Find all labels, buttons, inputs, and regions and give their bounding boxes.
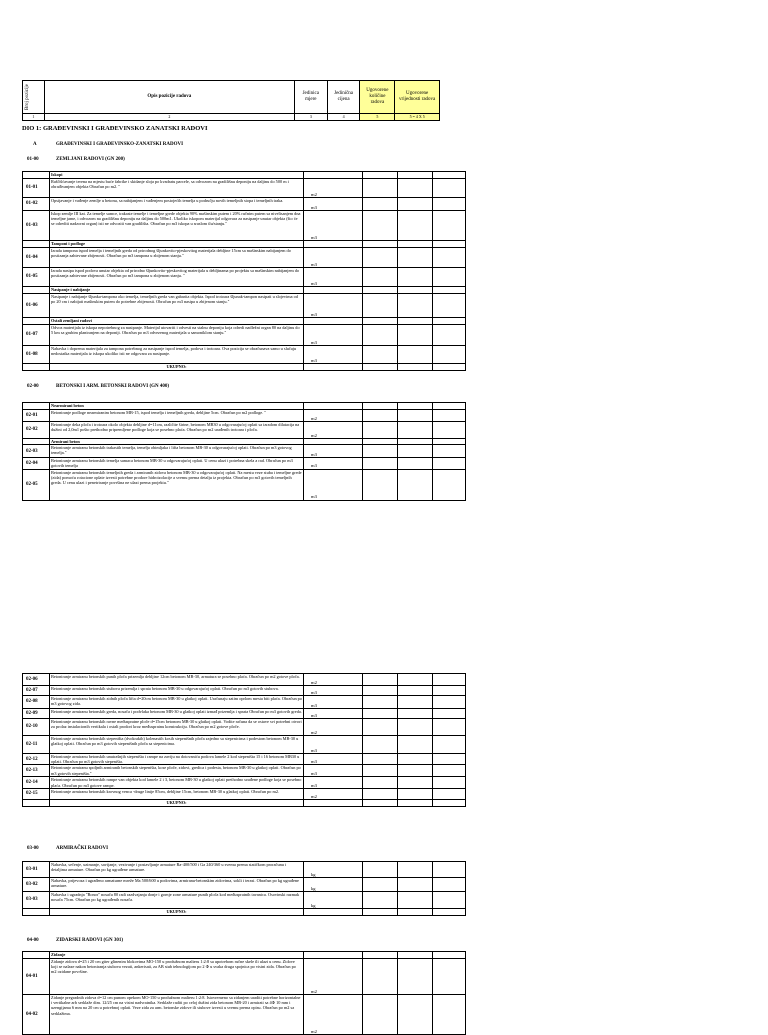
item-description: Iskopi [50, 172, 304, 179]
col-num-4: 4 [327, 114, 360, 121]
item-row [23, 268, 466, 287]
total-cell [363, 909, 398, 916]
item-description: Zidanje pregradnih zidova d=12 cm punom opekom MO-150 u produžnom malteru 1:2:8. Istovremeno sa zidanjem uraditi potrebne horizontalne i vertikalne arb serklaže dim. 12/25 cm na visini nadvratnika. Serklaže raditi po celoj dužini zida betonom MB-20 i armirati sa 4Ф 10 mm i uzengijama 6 mm na 20 cm u potrebnoj oplati. Veze zida za arm. betonske zidove ili stubove izvesti u svemu prema opisu. Obračun po m2 sa serklažima. [50, 995, 304, 1035]
item-price [398, 959, 433, 995]
item-quantity [363, 754, 398, 765]
item-row [23, 179, 466, 198]
item-value [433, 777, 466, 788]
items-table-zidarski [22, 951, 466, 1035]
item-description: Betoniranje armiranu betonskih greda, nosača i podvlaka betonom MB-30 u glatkoj oplati izmađ prizemlja i sprata Obračun po m3 gotovih greda. [50, 709, 304, 719]
section-code: 04-00 [27, 938, 39, 943]
item-unit: m3 [304, 458, 363, 469]
item-code: 03-01 [23, 862, 50, 878]
item-value [433, 458, 466, 469]
item-price [398, 403, 433, 410]
item-row [23, 294, 466, 318]
item-quantity [363, 995, 398, 1035]
item-row [23, 198, 466, 211]
item-row [23, 410, 466, 422]
item-description: Nabavka, sečenje, uzimanje, savijanje, vezivanje i postavljanje armature Ra-400/500 i Ga 240/360 u svemu prema statičkom proračunu i detaljima armature. Obračun po kg ugrađene armature. [50, 862, 304, 878]
item-unit: m3 [304, 325, 363, 346]
item-unit: m3 [304, 777, 363, 788]
item-row [23, 862, 466, 878]
item-quantity [363, 458, 398, 469]
item-code: 03-03 [23, 892, 50, 909]
item-unit: m2 [304, 995, 363, 1035]
item-description: Zidanje zidova d=25 i 20 cm giter glinenim blokovima MO-150 u produžnom malteru 1:2:8 sa upotrebom ručne skele ili ulazi u cenu. Zidove koji se nalaze nakon betoniranja stubova vezati, ankerisati, za AB stub tehnologijom po 2 Ф u svaka druga spojnica po visini zida. Obračun po m2 ozidane površine. [50, 959, 304, 995]
item-unit [304, 172, 363, 179]
item-price [398, 458, 433, 469]
col-num-6: 5 = 4 X 5 [395, 114, 440, 121]
items-table-betonski-cont [22, 673, 466, 807]
item-code: 01-06 [23, 294, 50, 318]
item-row [23, 445, 466, 458]
total-cell [398, 909, 433, 916]
item-description: Betoniranje armiranu betonskih krovnog venca -druge linije 85cm, debljine 15cm, betonom MB-30 u glatkoj oplati. Obračun po m2. [50, 788, 304, 799]
group-row [23, 318, 466, 325]
item-unit: m3 [304, 696, 363, 709]
item-description: Betoniranje armiranu betonskih rampe van objekta kod lamele 2 i 3, betonom MB-30 u glatkoj oplati prethodno urađene podloge koja se posebno plaća. Obračun po m3 gotove rampe. [50, 777, 304, 788]
item-description: Betoniranje armiranu spoljnih armiranih betonskih stepeništa, kose ploče, zidovi, gredica i podesta, betonom MB-30 u glatkoj oplati. Obračun po m3 gotovih stepeništa." [50, 765, 304, 777]
section-code: 01-00 [27, 157, 39, 162]
item-code: 04-02 [23, 995, 50, 1035]
item-code: 02-04 [23, 458, 50, 469]
item-code: 04-01 [23, 959, 50, 995]
item-unit: m3 [304, 346, 363, 364]
total-cell [363, 364, 398, 371]
item-quantity [363, 346, 398, 364]
item-quantity [363, 696, 398, 709]
item-value [433, 709, 466, 719]
items-table-zemljani [22, 171, 466, 371]
item-price [398, 294, 433, 318]
item-price [398, 878, 433, 892]
item-value [433, 318, 466, 325]
item-row [23, 469, 466, 500]
col-header-desc: Opis pozicije radova [44, 81, 294, 114]
item-code: 02-03 [23, 445, 50, 458]
item-row [23, 696, 466, 709]
group-row [23, 241, 466, 248]
item-description: Betoniranje armiranu betonskih punih ploča prizemlja debljine 12cm betonom MB-30, armatura se posebno plaća. Obračun po m2 gotove ploča. [50, 674, 304, 686]
item-description: Iskop zemlje III kat. Za temelje samce, trakaste temelje i temeljne grede objekta 90% mašinskim putem i 20% ručnim putem sa nivelisanjem dna temeljne jame, i odvozom na gradilišnu deponiju na daljinu do 500m1. Ukoliko iskopom materijal odgovara za nasipanje unutar objekta (što će se odrediti nadzorni organ) isti ne odvoziti van gradilišta. Obračun po m3 iskopa u sraslom tlu/stanju." [50, 211, 304, 241]
item-description: Nabavka i ugradnja "Bonor" nosača 80 radi razdvajanja donje i gornje zone armature punih ploča kod međuspratnih tavanica. Osovinski razmak nosača 75cm. Obračun po kg ugrađenih nosača. [50, 892, 304, 909]
item-description: Nasipanje i nabijanje šljunka-tampona oko temelja, temeljnih greda van gabarita objekta. Ispod trotoara šljunak-tampon nasipati u slojevima od po 20 cm i nabijati mašinskim putem do potrebne zbijenosti. Obračun po m3 nasipa u zbijenom stanju." [50, 294, 304, 318]
item-unit [304, 287, 363, 294]
item-value [433, 995, 466, 1035]
item-value [433, 719, 466, 736]
item-price [398, 788, 433, 799]
item-quantity [363, 952, 398, 959]
item-price [398, 325, 433, 346]
item-unit [304, 952, 363, 959]
item-unit: m2 [304, 179, 363, 198]
item-row [23, 777, 466, 788]
item-description: Armirani beton [50, 439, 304, 445]
item-description: Odvoz materijala iz iskopa nepotrebnog za nasipanje. Materijal utovariti i odvesti na stalnu deponiju koja odredi nadležni organ 80 na daljinu do 5 km sa grubim planiranjem na deponiji. Obračun po m3 odvezenog materijala u samoniklom stanju." [50, 325, 304, 346]
item-quantity [363, 719, 398, 736]
item-row [23, 211, 466, 241]
item-row [23, 458, 466, 469]
item-value [433, 788, 466, 799]
item-row [23, 422, 466, 439]
part-sub-title: GRAĐEVINSKI I GRAĐEVINSKO-ZANATSKI RADOVI [56, 142, 184, 147]
item-unit: m2 [304, 674, 363, 686]
total-cell [23, 799, 50, 806]
item-quantity [363, 469, 398, 500]
item-value [433, 294, 466, 318]
item-value [433, 211, 466, 241]
item-quantity [363, 172, 398, 179]
item-row [23, 674, 466, 686]
item-price [398, 709, 433, 719]
item-description: Betoniranje armiranu betonskih temelja samaca betonom MB-30 u odgovarajućoj oplati. U cenu ulazi i potrebna skela a rad. Obračun po m3 gotovih temelja [50, 458, 304, 469]
item-row [23, 754, 466, 765]
item-row [23, 995, 466, 1035]
item-quantity [363, 325, 398, 346]
item-price [398, 248, 433, 268]
item-value [433, 422, 466, 439]
col-num-2: 2 [44, 114, 294, 121]
item-quantity [363, 241, 398, 248]
col-num-1: 1 [23, 114, 45, 121]
item-value [433, 198, 466, 211]
item-price [398, 211, 433, 241]
item-row [23, 325, 466, 346]
item-row [23, 686, 466, 696]
total-cell [363, 799, 398, 806]
item-unit [304, 403, 363, 410]
item-value [433, 241, 466, 248]
item-code: 02-13 [23, 765, 50, 777]
item-price [398, 422, 433, 439]
item-price [398, 469, 433, 500]
item-description: Raščišćavanje terena na mjestu buće fabrike i skidanje sloja po kvadratu parcele, sa odvozom na gradilišnu deponiju na daljinu do 500 m i obrađivanjem objekta Obračun po m2. " [50, 179, 304, 198]
col-header-qty: Ugovorene količine radova [360, 81, 395, 114]
item-unit: m3 [304, 268, 363, 287]
item-quantity [363, 892, 398, 909]
item-unit: m2 [304, 422, 363, 439]
col-header-value: Ugovorene vrijednosti radova [395, 81, 440, 114]
item-code: 01-07 [23, 325, 50, 346]
item-unit: m2 [304, 410, 363, 422]
item-price [398, 754, 433, 765]
item-description: Izrada tampona ispod temelja i temeljnih greda od prirodnog šljunkovito-pjeskovitog materijala debljine 15cm sa mašinskim nabijanjem do postizanja zahtevane zbijenosti. Obračun po m3 tampona u zbijenom stanju." [50, 248, 304, 268]
item-price [398, 765, 433, 777]
item-quantity [363, 777, 398, 788]
item-description: Betoniranje podloge nearmiranim betonom MB-15, ispod temelja i temeljnih greda, debljine 5cm. Obračun po m2 podloge. " [50, 410, 304, 422]
item-unit: m3 [304, 754, 363, 765]
item-code: 01-08 [23, 346, 50, 364]
section-code: 02-00 [27, 384, 39, 389]
item-quantity [363, 198, 398, 211]
item-price [398, 179, 433, 198]
item-code [23, 172, 50, 179]
item-description: Betoniranje deka ploča i trotoara okolo objekta debljine d=11cm, različite širine, betonom MB30 u odgovarajućoj oplati sa izradom dilatacija na dužini od 2,0m1 pošto prethodno pripremljene podloge koja se posebno plaća. Obračun po m2 urađenih trotoara i ploča. [50, 422, 304, 439]
total-row [23, 909, 466, 916]
item-unit: m3 [304, 686, 363, 696]
item-price [398, 268, 433, 287]
item-price [398, 719, 433, 736]
total-cell [23, 909, 50, 916]
item-quantity [363, 765, 398, 777]
item-code: 02-10 [23, 719, 50, 736]
items-table-betonski [22, 402, 466, 501]
item-value [433, 892, 466, 909]
item-description: Opsijavanje i vađenje zemlje u betonu, sa nabijanjem i vađenjem postojećih temelja u području novih temeljnih stopa i temeljnih traka. [50, 198, 304, 211]
column-header-table [22, 80, 440, 121]
item-row [23, 959, 466, 995]
item-code: 02-14 [23, 777, 50, 788]
item-value [433, 686, 466, 696]
item-code: 02-01 [23, 410, 50, 422]
item-price [398, 318, 433, 325]
group-row [23, 952, 466, 959]
total-label: UKUPNO: [50, 909, 304, 916]
item-code: 01-01 [23, 179, 50, 198]
item-price [398, 736, 433, 754]
item-description: Tamponi i podloge [50, 241, 304, 248]
total-row [23, 799, 466, 806]
item-quantity [363, 287, 398, 294]
item-price [398, 198, 433, 211]
item-description: Betoniranje armiranu betonskih stepeništa (dvokrakih) kolenastih kosih stepenišnih ploča zajedno sa stepenicima i podestom betonom MB-30 u glatkoj oplati. Obračun po m3 gotovih stepenišnih ploča sa stepenicima. [50, 736, 304, 754]
item-price [398, 952, 433, 959]
item-description: Izrada nasipa ispod podova unutar objekta od prirodno šljunkovito-pjeskovitog materijala u debljinama po projektu sa mašinskim nabijanjem do postizanja zahtevane zbijenosti. Obračun po m3 tampona u zbijenom stanju. " [50, 268, 304, 287]
item-quantity [363, 410, 398, 422]
item-code [23, 952, 50, 959]
items-table-armiracki [22, 861, 466, 916]
item-quantity [363, 211, 398, 241]
total-cell [398, 799, 433, 806]
item-quantity [363, 959, 398, 995]
group-row [23, 287, 466, 294]
item-price [398, 995, 433, 1035]
col-header-no: Broj pozicije [23, 81, 45, 114]
item-value [433, 403, 466, 410]
item-unit [304, 241, 363, 248]
item-unit: m2 [304, 959, 363, 995]
col-header-price: Jedinična cijena [327, 81, 360, 114]
item-code: 02-12 [23, 754, 50, 765]
item-code: 02-08 [23, 696, 50, 709]
item-unit: m3 [304, 294, 363, 318]
col-num-3: 3 [294, 114, 327, 121]
item-description: Zidanje [50, 952, 304, 959]
item-code [23, 403, 50, 410]
item-quantity [363, 294, 398, 318]
group-row [23, 403, 466, 410]
item-unit: m2 [304, 719, 363, 736]
total-cell [433, 799, 466, 806]
item-value [433, 445, 466, 458]
item-quantity [363, 686, 398, 696]
total-cell [304, 364, 363, 371]
item-unit [304, 318, 363, 325]
item-code: 02-06 [23, 674, 50, 686]
item-value [433, 248, 466, 268]
section-code: 03-00 [27, 846, 39, 851]
item-value [433, 959, 466, 995]
item-code [23, 241, 50, 248]
item-description: Ostali zemljani radovi [50, 318, 304, 325]
item-code: 01-03 [23, 211, 50, 241]
item-unit: m3 [304, 198, 363, 211]
item-value [433, 172, 466, 179]
total-cell [23, 364, 50, 371]
item-unit: kg [304, 892, 363, 909]
item-quantity [363, 445, 398, 458]
item-unit: m3 [304, 765, 363, 777]
item-unit: m3 [304, 469, 363, 500]
item-quantity [363, 674, 398, 686]
item-value [433, 862, 466, 878]
total-label: UKUPNO: [50, 364, 304, 371]
item-description: Betoniranje armiranu betonskih stubova prizemlja i sprata betonom MB-30 u odgovarajućoj oplati. Obračun po m3 gotovih stubova. [50, 686, 304, 696]
item-quantity [363, 318, 398, 325]
item-quantity [363, 736, 398, 754]
item-value [433, 952, 466, 959]
item-quantity [363, 422, 398, 439]
item-value [433, 325, 466, 346]
item-quantity [363, 862, 398, 878]
total-cell [433, 909, 466, 916]
item-value [433, 696, 466, 709]
item-code: 02-11 [23, 736, 50, 754]
item-code: 02-15 [23, 788, 50, 799]
item-code: 02-09 [23, 709, 50, 719]
item-value [433, 268, 466, 287]
item-value [433, 179, 466, 198]
item-price [398, 241, 433, 248]
group-row [23, 172, 466, 179]
item-value [433, 765, 466, 777]
item-quantity [363, 179, 398, 198]
item-row [23, 765, 466, 777]
item-row [23, 878, 466, 892]
item-description: Betoniranje armiranu betonskih ravne međuspratne ploče d=15cm betonom MB-30 u glatkoj oplati. Vodite računa da se ostave svi potrebni otvori za prolaz instalacionih vertikala i ostali prodori kroz međuspratnu konstrukciju. Obračun po m2 gotove ploče. [50, 719, 304, 736]
item-code: 01-05 [23, 268, 50, 287]
item-row [23, 719, 466, 736]
item-description: Nearmirani beton [50, 403, 304, 410]
total-cell [304, 799, 363, 806]
item-code [23, 287, 50, 294]
item-description: Nabavka, prijevoza i ugrađeno armaturne mreže Ma 500/600 u podovima, armiranu-betonskim zidovima, sokli i terasi. Obračun po kg ugrađene armature. [50, 878, 304, 892]
item-description: Betoniranje armiranu betonskih unutrašnjih stepeništa i rampe na zaviju na dotovaniću podova lamele 2 kod stepeništa 15 i 16 betonom MB30 u oplati. Obračun po m3 gotovih stepeništa. [50, 754, 304, 765]
total-cell [398, 364, 433, 371]
item-price [398, 445, 433, 458]
item-description: Nasipanje i nabijanje [50, 287, 304, 294]
item-row [23, 709, 466, 719]
item-unit: m3 [304, 248, 363, 268]
total-row [23, 364, 466, 371]
item-price [398, 892, 433, 909]
item-code: 02-02 [23, 422, 50, 439]
item-value [433, 346, 466, 364]
item-code: 02-07 [23, 686, 50, 696]
item-price [398, 696, 433, 709]
item-row [23, 248, 466, 268]
item-value [433, 736, 466, 754]
item-value [433, 410, 466, 422]
item-value [433, 674, 466, 686]
item-quantity [363, 268, 398, 287]
item-code [23, 318, 50, 325]
total-cell [433, 364, 466, 371]
item-description: Nabavka i doprema materijala za tampona potrebnog za nasipanje ispod temelja, podova i trotoara. Ova pozicija se obračunava samo u slučaju nedostatka materijala iz iskopa ukoliko isti ne odgovara za nasipanje. [50, 346, 304, 364]
item-row [23, 736, 466, 754]
item-quantity [363, 788, 398, 799]
section-name: ZIDARSKI RADOVI (GN 301) [56, 938, 124, 943]
part-title: DIO 1: GRAĐEVINSKI I GRAĐEVINSKO ZANATSKI RADOVI [22, 125, 208, 132]
section-name: BETONSKI I ARM. BETONSKI RADOVI (GN 400) [56, 384, 170, 389]
item-price [398, 674, 433, 686]
item-quantity [363, 709, 398, 719]
part-sub-letter: A [33, 142, 37, 147]
item-unit: m3 [304, 211, 363, 241]
item-unit: kg [304, 862, 363, 878]
item-price [398, 287, 433, 294]
item-unit: m3 [304, 709, 363, 719]
total-cell [304, 909, 363, 916]
item-quantity [363, 248, 398, 268]
item-value [433, 754, 466, 765]
item-quantity [363, 878, 398, 892]
section-name: ZEMLJANI RADOVI (GN 200) [56, 157, 125, 162]
item-price [398, 410, 433, 422]
item-unit: m3 [304, 736, 363, 754]
item-code: 01-04 [23, 248, 50, 268]
item-description: Betoniranje armiranu betonskih trakastih temelja, temelja obimljaka i lifta betonom MB-30 u odgovarajućoj oplati. Obračun po m3 gotovog temelja." [50, 445, 304, 458]
col-num-5: 5 [360, 114, 395, 121]
item-row [23, 788, 466, 799]
item-price [398, 346, 433, 364]
item-value [433, 469, 466, 500]
item-unit: kg [304, 878, 363, 892]
item-code: 01-02 [23, 198, 50, 211]
item-code: 02-05 [23, 469, 50, 500]
item-code: 03-02 [23, 878, 50, 892]
item-value [433, 287, 466, 294]
item-quantity [363, 403, 398, 410]
item-row [23, 892, 466, 909]
col-header-unit: Jedinica mjere [294, 81, 327, 114]
item-price [398, 686, 433, 696]
item-price [398, 777, 433, 788]
item-value [433, 878, 466, 892]
item-price [398, 172, 433, 179]
item-description: Betoniranje armiranu betonskih temeljnih greda i armiranih zidova betonom MB-30 u odgovarajućoj oplati. Na mestu veze stuba i temeljne grede (zida) pomoću rotacione oplate izvesti potrebne prodore hidroizolacije a svemu prema detalju iz projekta. Obračun po m3 gotovih temeljnih greda. U cenu ulazi i penetriranje površina ne ulazi prema projektu." [50, 469, 304, 500]
section-name: ARMIRAČKI RADOVI [56, 846, 109, 851]
total-label: UKUPNO: [50, 799, 304, 806]
item-price [398, 862, 433, 878]
item-row [23, 346, 466, 364]
item-unit: m3 [304, 445, 363, 458]
item-description: Betoniranje armiranu betonskih zidnih ploča lifta d=20cm betonom MB-30 u glatkoj oplati. Uračunaju zatim oprlom mesta biti plaća. Obračun po m3 gotovog zida. [50, 696, 304, 709]
item-unit: m2 [304, 788, 363, 799]
